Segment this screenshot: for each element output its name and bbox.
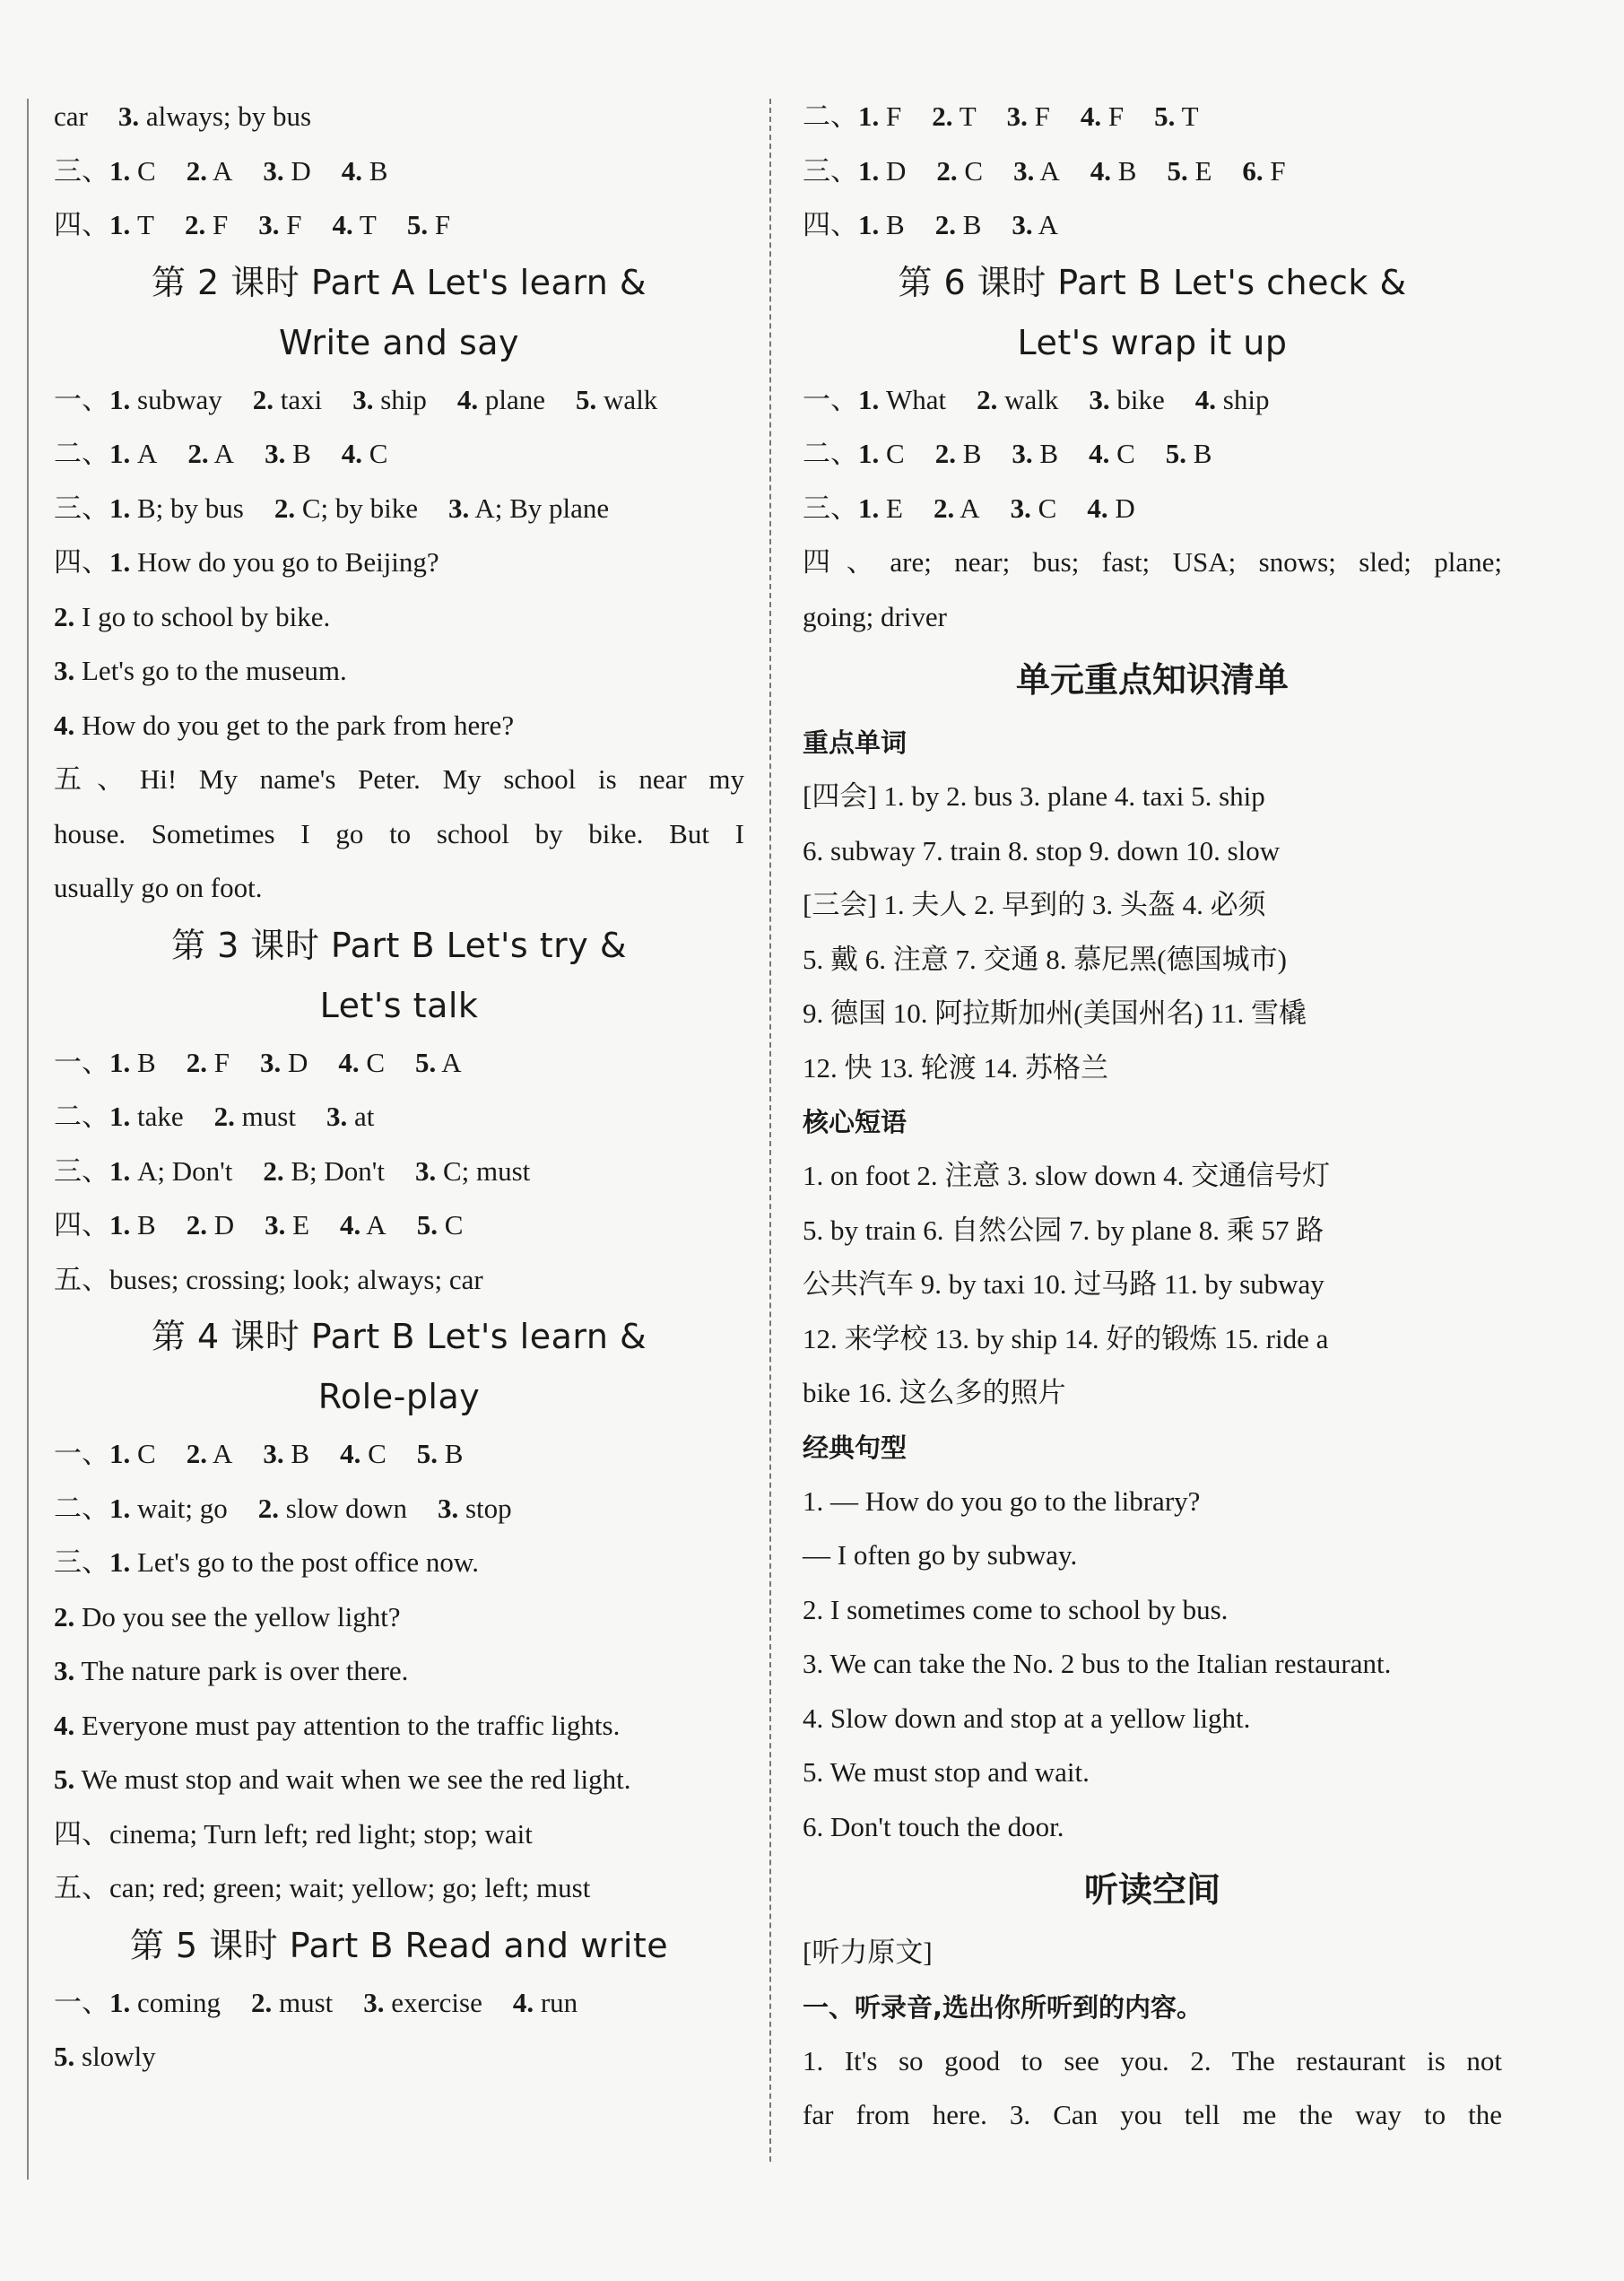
item-number: 5. bbox=[416, 1438, 438, 1469]
item-answer: B bbox=[1032, 438, 1059, 469]
subheading-sentences: 经典句型 bbox=[803, 1432, 908, 1463]
item-number: 3. bbox=[263, 1438, 284, 1469]
answer-line: 五、Hi! My name's Peter. My school is near my bbox=[54, 763, 744, 795]
item-answer: exercise bbox=[384, 1986, 482, 2018]
item-number: 2. bbox=[257, 1492, 279, 1524]
answer-line: going; driver bbox=[803, 600, 947, 632]
question-prefix: 四、 bbox=[54, 1209, 109, 1241]
item-number: 2. bbox=[213, 1101, 235, 1132]
answer-line: 2. I go to school by bike. bbox=[54, 600, 331, 632]
item-number: 2. bbox=[934, 438, 956, 469]
item-answer: B bbox=[1186, 438, 1212, 469]
item-answer: must bbox=[272, 1986, 334, 2018]
item-number: 3. bbox=[265, 438, 286, 469]
item-answer: C bbox=[437, 1209, 464, 1241]
item-number: 2. bbox=[274, 492, 296, 524]
item-number: 5. bbox=[1167, 154, 1188, 187]
item-number: 4. bbox=[338, 1046, 360, 1078]
item-answer: must bbox=[234, 1101, 296, 1132]
item-answer: ship bbox=[1216, 383, 1270, 415]
item-answer: ship bbox=[373, 383, 427, 415]
phrase-line: 12. 来学校 13. by ship 14. 好的锻炼 15. ride a bbox=[803, 1322, 1329, 1354]
sentence-line: 5. We must stop and wait. bbox=[803, 1756, 1090, 1788]
item-answer: C bbox=[1030, 492, 1057, 524]
item-answer: B; Don't bbox=[283, 1154, 385, 1187]
item-answer: C bbox=[879, 438, 905, 469]
item-number: 3. bbox=[448, 492, 470, 524]
sentence-line: 3. We can take the No. 2 bus to the Italian restaurant. bbox=[803, 1648, 1392, 1679]
item-answer: B bbox=[879, 209, 905, 240]
item-answer: C bbox=[360, 1438, 386, 1469]
item-number: 4. bbox=[1090, 154, 1112, 187]
item-answer: B bbox=[130, 1046, 156, 1078]
answer-line bbox=[803, 198, 1502, 253]
item-answer: run bbox=[534, 1986, 578, 2018]
answer-line bbox=[54, 427, 744, 482]
lesson-heading: 第 3 课时 Part B Let's try & bbox=[171, 925, 627, 965]
item-answer: F bbox=[1263, 154, 1286, 187]
item-answer: E bbox=[285, 1209, 310, 1241]
question-prefix: 三、 bbox=[54, 1154, 109, 1187]
item-answer: T bbox=[952, 100, 977, 132]
question-prefix: 三、 bbox=[54, 154, 109, 187]
answer-line: 5. We must stop and wait when we see the red light. bbox=[54, 1763, 631, 1795]
item-answer: take bbox=[130, 1101, 184, 1132]
item-number: 1. bbox=[109, 1492, 131, 1524]
item-answer: C bbox=[362, 438, 388, 469]
item-number: 6. bbox=[1242, 154, 1264, 187]
phrase-line: 1. on foot 2. 注意 3. slow down 4. 交通信号灯 bbox=[803, 1160, 1331, 1191]
answer-line bbox=[803, 482, 1502, 536]
item-number: 2. bbox=[251, 1986, 273, 2018]
phrase-line: bike 16. 这么多的照片 bbox=[803, 1377, 1066, 1408]
item-number: 1. bbox=[109, 492, 131, 524]
item-number: 3. bbox=[1013, 154, 1035, 187]
sentence-line: — I often go by subway. bbox=[803, 1539, 1078, 1571]
item-number: 2. bbox=[187, 438, 209, 469]
item-answer: D bbox=[879, 154, 907, 187]
item-answer: F bbox=[205, 209, 229, 240]
item-answer: E bbox=[1187, 154, 1212, 187]
item-answer: D bbox=[1107, 492, 1135, 524]
sentence-line: 6. Don't touch the door. bbox=[803, 1810, 1064, 1842]
answer-line bbox=[803, 427, 1502, 482]
item-number: 1. bbox=[858, 100, 880, 132]
lesson-heading: Write and say bbox=[278, 322, 520, 362]
item-number: 3. bbox=[1012, 438, 1033, 469]
item-number: 5. bbox=[406, 209, 429, 240]
item-number: 3. bbox=[1006, 100, 1028, 132]
item-answer: F bbox=[1101, 100, 1125, 132]
item-answer: T bbox=[1175, 100, 1199, 132]
answer-line bbox=[54, 198, 744, 253]
item-number: 4. bbox=[1087, 492, 1108, 524]
item-number: 4. bbox=[1089, 438, 1110, 469]
item-answer: F bbox=[428, 209, 451, 240]
item-answer: A bbox=[360, 1209, 386, 1241]
sentence-line: 1. — How do you go to the library? bbox=[803, 1484, 1201, 1517]
answer-line bbox=[54, 1036, 744, 1091]
item-answer: walk bbox=[997, 383, 1059, 415]
answer-line: 4. Everyone must pay attention to the traffic lights. bbox=[54, 1709, 621, 1741]
item-answer: slow down bbox=[279, 1492, 407, 1524]
item-number: 1. bbox=[858, 154, 880, 187]
answer-line: 3. The nature park is over there. bbox=[54, 1655, 409, 1686]
item-number: 5. bbox=[416, 1209, 438, 1241]
item-answer: B bbox=[955, 209, 982, 240]
item-answer: T bbox=[352, 209, 377, 240]
phrase-line: 5. by train 6. 自然公园 7. by plane 8. 乘 57 路 bbox=[803, 1214, 1324, 1246]
item-answer: B; by bus bbox=[130, 492, 244, 524]
item-answer: A bbox=[436, 1046, 462, 1078]
item-number: 3. bbox=[1089, 383, 1110, 415]
lesson-heading: 第 2 课时 Part A Let's learn & bbox=[151, 262, 647, 302]
item-answer: C bbox=[130, 1438, 156, 1469]
item-number: 1. bbox=[109, 1438, 131, 1469]
answer-line bbox=[803, 144, 1502, 199]
answer-line bbox=[54, 482, 744, 536]
item-number: 3. bbox=[1012, 209, 1033, 240]
item-number: 2. bbox=[933, 492, 955, 524]
lesson-heading: 第 6 课时 Part B Let's check & bbox=[898, 262, 1407, 302]
answer-line: 三、1. Let's go to the post office now. bbox=[54, 1546, 479, 1578]
item-number: 1. bbox=[109, 209, 131, 240]
item-number: 1. bbox=[858, 492, 880, 524]
item-number: 3. bbox=[437, 1492, 459, 1524]
item-answer: T bbox=[130, 209, 154, 240]
lesson-heading: 第 4 课时 Part B Let's learn & bbox=[151, 1317, 647, 1356]
item-number: 4. bbox=[341, 154, 363, 187]
subheading-key-words: 重点单词 bbox=[803, 727, 908, 758]
question-prefix: 四、 bbox=[54, 209, 109, 240]
item-answer: B bbox=[283, 1438, 310, 1469]
item-answer: A bbox=[130, 438, 158, 469]
vocab-line: [三会] 1. 夫人 2. 早到的 3. 头盔 4. 必须 bbox=[803, 889, 1266, 920]
listening-script-label: [听力原文] bbox=[803, 1937, 933, 1968]
item-number: 1. bbox=[109, 1209, 131, 1241]
item-number: 4. bbox=[456, 383, 479, 415]
item-answer: C; must bbox=[436, 1154, 531, 1187]
item-number: 4. bbox=[1194, 383, 1217, 415]
item-answer: at bbox=[347, 1101, 375, 1132]
right-column bbox=[803, 90, 1502, 2143]
subheading-phrases: 核心短语 bbox=[803, 1107, 908, 1137]
item-answer: subway bbox=[130, 383, 222, 415]
item-answer: B bbox=[1111, 154, 1137, 187]
vocab-line: 5. 戴 6. 注意 7. 交通 8. 慕尼黑(德国城市) bbox=[803, 943, 1287, 975]
item-answer: A bbox=[206, 1438, 233, 1469]
item-number: 3. bbox=[258, 209, 280, 240]
vocab-line: 9. 德国 10. 阿拉斯加州(美国州名) 11. 雪橇 bbox=[803, 997, 1307, 1029]
phrase-line: 公共汽车 9. by taxi 10. 过马路 11. by subway bbox=[803, 1268, 1324, 1300]
item-answer: B bbox=[362, 154, 388, 187]
answer-line bbox=[803, 90, 1502, 144]
item-number: 3. bbox=[259, 1046, 282, 1078]
item-answer: A bbox=[1034, 154, 1060, 187]
item-number: 1. bbox=[109, 1101, 131, 1132]
item-answer: C bbox=[957, 154, 984, 187]
item-number: 2. bbox=[263, 1154, 284, 1187]
item-answer: F bbox=[206, 1046, 230, 1078]
question-prefix: 四、 bbox=[803, 209, 858, 240]
question-prefix: 三、 bbox=[803, 492, 858, 524]
item-answer: A bbox=[954, 492, 980, 524]
item-number: 1. bbox=[109, 154, 131, 187]
item-answer: A bbox=[206, 154, 233, 187]
answer-line: house. Sometimes I go to school by bike. But I bbox=[54, 817, 744, 849]
item-answer: C bbox=[359, 1046, 386, 1078]
item-number: 3. bbox=[263, 154, 284, 187]
item-answer: E bbox=[879, 492, 903, 524]
answer-line: usually go on foot. bbox=[54, 872, 263, 903]
item-number: 3. bbox=[265, 1209, 286, 1241]
item-number: 2. bbox=[186, 154, 207, 187]
item-answer: B bbox=[438, 1438, 464, 1469]
item-number: 1. bbox=[109, 1986, 131, 2018]
question-prefix: 二、 bbox=[54, 1492, 109, 1524]
answer-line: 四、are; near; bus; fast; USA; snows; sled; plane; bbox=[803, 546, 1502, 578]
item-number: 1. bbox=[109, 1154, 131, 1187]
listening-title: 听读空间 bbox=[1083, 1870, 1220, 1910]
listening-instruction: 一、听录音,选出你所听到的内容。 bbox=[803, 1991, 1203, 2023]
item-number: 4. bbox=[340, 1209, 361, 1241]
item-answer: bike bbox=[1109, 383, 1165, 415]
item-answer: D bbox=[283, 154, 311, 187]
item-number: 2. bbox=[186, 1046, 207, 1078]
item-answer: stop bbox=[458, 1492, 512, 1524]
item-number: 4. bbox=[332, 209, 353, 240]
question-prefix: 二、 bbox=[54, 438, 109, 469]
item-number: 5. bbox=[415, 1046, 437, 1078]
answer-line: 五、buses; crossing; look; always; car bbox=[54, 1263, 483, 1295]
vocab-line: [四会] 1. by 2. bus 3. plane 4. taxi 5. ship bbox=[803, 780, 1265, 812]
item-number: 3. bbox=[352, 383, 374, 415]
item-number: 2. bbox=[977, 383, 998, 415]
item-number: 1. bbox=[858, 209, 880, 240]
item-answer: F bbox=[1027, 100, 1050, 132]
answer-line: 5. slowly bbox=[54, 2041, 156, 2072]
item-answer: A; Don't bbox=[130, 1154, 233, 1187]
item-number: 1. bbox=[109, 1046, 131, 1078]
answer-line: 五、can; red; green; wait; yellow; go; left; must bbox=[54, 1872, 591, 1903]
item-number: 1. bbox=[858, 438, 880, 469]
item-answer: A bbox=[1032, 209, 1059, 240]
item-number: 2. bbox=[252, 383, 274, 415]
sentence-line: 2. I sometimes come to school by bus. bbox=[803, 1593, 1229, 1625]
item-number: 4. bbox=[340, 1438, 361, 1469]
item-answer: A; By plane bbox=[469, 492, 610, 524]
item-number: 3. bbox=[414, 1154, 437, 1187]
item-answer: F bbox=[879, 100, 902, 132]
answer-line: 四、cinema; Turn left; red light; stop; wait bbox=[54, 1817, 533, 1850]
item-number: 5. bbox=[576, 383, 597, 415]
item-answer: B bbox=[955, 438, 982, 469]
left-column bbox=[54, 90, 744, 2085]
answer-line bbox=[54, 1976, 744, 2031]
answer-line bbox=[54, 1090, 744, 1145]
question-prefix: 三、 bbox=[54, 492, 109, 524]
item-number: 5. bbox=[1165, 438, 1186, 469]
item-answer: What bbox=[879, 383, 947, 415]
transcript-line: far from here. 3. Can you tell me the way to the bbox=[803, 2099, 1502, 2130]
answer-line bbox=[803, 373, 1502, 428]
item-answer: D bbox=[281, 1046, 308, 1078]
item-answer: C; by bike bbox=[295, 492, 419, 524]
item-number: 4. bbox=[1080, 100, 1102, 132]
item-number: 4. bbox=[341, 438, 363, 469]
answer-line: 4. How do you get to the park from here? bbox=[54, 709, 515, 741]
answer-line: car 3. always; by bus bbox=[54, 100, 312, 132]
question-prefix: 一、 bbox=[54, 1046, 109, 1078]
item-number: 5. bbox=[1154, 100, 1176, 132]
answer-line bbox=[54, 1482, 744, 1537]
question-prefix: 一、 bbox=[54, 383, 109, 415]
item-answer: C bbox=[130, 154, 156, 187]
item-number: 1. bbox=[858, 383, 880, 415]
item-number: 3. bbox=[326, 1101, 348, 1132]
answer-line: 3. Let's go to the museum. bbox=[54, 655, 347, 686]
question-prefix: 二、 bbox=[803, 100, 858, 132]
item-number: 3. bbox=[363, 1986, 385, 2018]
item-number: 2. bbox=[186, 1209, 207, 1241]
item-number: 2. bbox=[934, 209, 956, 240]
item-answer: coming bbox=[130, 1986, 221, 2018]
answer-line bbox=[54, 1198, 744, 1253]
question-prefix: 二、 bbox=[803, 438, 858, 469]
item-answer: plane bbox=[478, 383, 546, 415]
question-prefix: 二、 bbox=[54, 1101, 109, 1132]
item-number: 3. bbox=[1010, 492, 1031, 524]
item-answer: wait; go bbox=[130, 1492, 228, 1524]
lesson-heading: Let's wrap it up bbox=[1017, 322, 1288, 362]
answer-line: 四、1. How do you go to Beijing? bbox=[54, 546, 439, 578]
item-answer: B bbox=[285, 438, 311, 469]
item-answer: D bbox=[206, 1209, 235, 1241]
item-number: 2. bbox=[184, 209, 206, 240]
item-answer: F bbox=[279, 209, 302, 240]
item-answer: A bbox=[208, 438, 235, 469]
transcript-line: 1. It's so good to see you. 2. The restaurant is not bbox=[803, 2044, 1502, 2076]
answer-line bbox=[54, 1145, 744, 1199]
item-answer: taxi bbox=[273, 383, 323, 415]
item-answer: C bbox=[1109, 438, 1135, 469]
lesson-heading: Role-play bbox=[317, 1377, 481, 1416]
sentence-line: 4. Slow down and stop at a yellow light. bbox=[803, 1702, 1251, 1734]
question-prefix: 一、 bbox=[803, 383, 858, 415]
answer-line bbox=[54, 144, 744, 199]
item-number: 2. bbox=[936, 154, 958, 187]
question-prefix: 三、 bbox=[803, 154, 858, 187]
answer-line: 2. Do you see the yellow light? bbox=[54, 1600, 401, 1632]
item-number: 2. bbox=[932, 100, 953, 132]
item-answer: walk bbox=[596, 383, 658, 415]
lesson-heading: 第 5 课时 Part B Read and write bbox=[129, 1925, 669, 1965]
answer-line bbox=[54, 373, 744, 428]
question-prefix: 一、 bbox=[54, 1438, 109, 1469]
vocab-line: 6. subway 7. train 8. stop 9. down 10. slow bbox=[803, 834, 1281, 866]
left-margin-rule bbox=[27, 99, 29, 2180]
vocab-line: 12. 快 13. 轮渡 14. 苏格兰 bbox=[803, 1051, 1108, 1084]
item-number: 4. bbox=[512, 1986, 534, 2018]
question-prefix: 一、 bbox=[54, 1986, 109, 2018]
unit-summary-title: 单元重点知识清单 bbox=[1015, 660, 1289, 700]
answer-line bbox=[54, 1427, 744, 1482]
item-number: 1. bbox=[109, 383, 131, 415]
item-number: 1. bbox=[109, 438, 131, 469]
item-number: 2. bbox=[186, 1438, 207, 1469]
column-divider bbox=[769, 99, 771, 2162]
lesson-heading: Let's talk bbox=[319, 985, 479, 1025]
item-answer: B bbox=[130, 1209, 156, 1241]
